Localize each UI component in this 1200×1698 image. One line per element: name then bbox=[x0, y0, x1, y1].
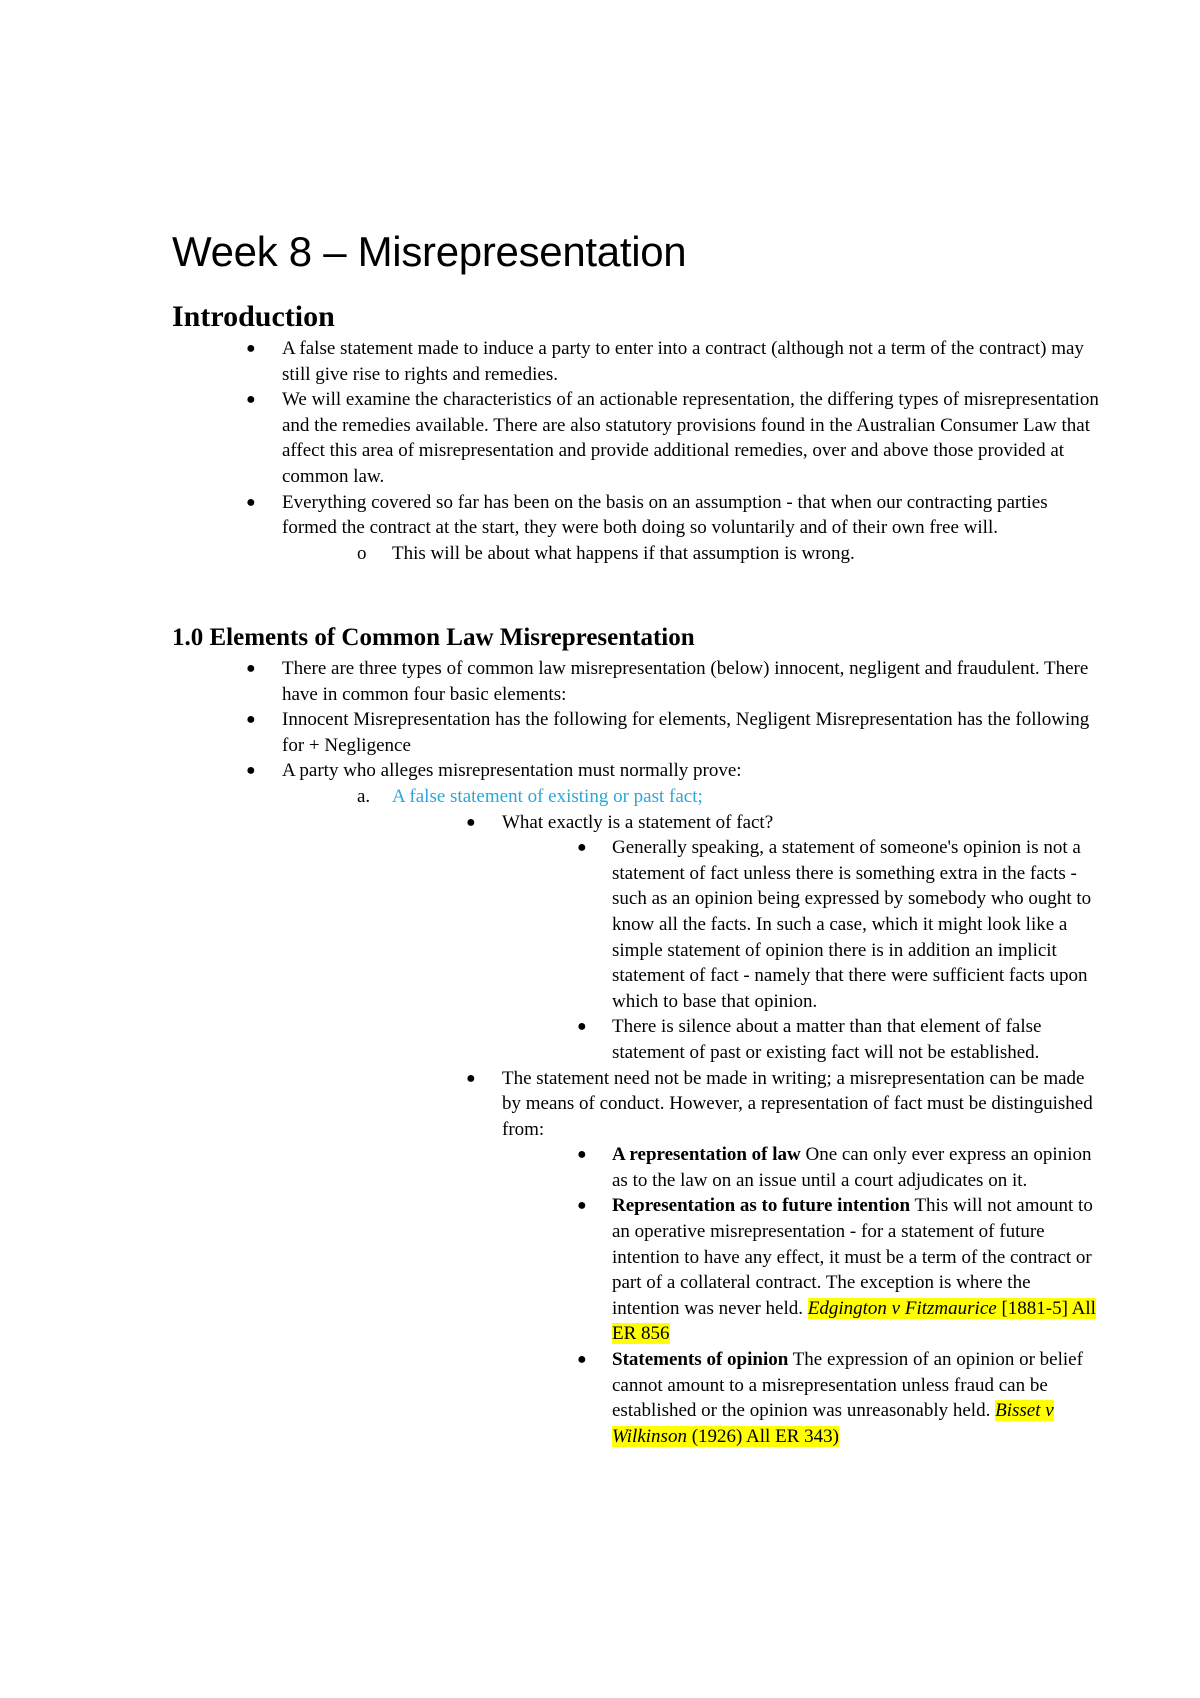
list-item-text: A false statement made to induce a party to enter into a contract (although not a term of the contract) may still give rise to rights and remedies. bbox=[282, 338, 1084, 385]
list-letter: a. bbox=[357, 785, 371, 807]
list-item bbox=[172, 1066, 1102, 1143]
list-item bbox=[172, 1347, 1102, 1449]
term-text: This will not amount to an operative misrepresentation - for a statement of future intention to have any effect, it must be a term of the contract or part of a collateral contract. The exception is where the intention was never held. bbox=[612, 1195, 1093, 1319]
bullet-icon: ● bbox=[577, 1197, 587, 1215]
list-item-text: A false statement of existing or past fact; bbox=[392, 785, 703, 807]
list-item bbox=[172, 490, 1102, 541]
list-item-text: The statement need not be made in writing; a misrepresentation can be made by means of conduct. However, a representation of fact must be distinguished from: bbox=[502, 1067, 1093, 1140]
sub-list-item bbox=[172, 541, 1102, 567]
lettered-item bbox=[172, 784, 1102, 810]
bullet-icon: ● bbox=[246, 493, 256, 511]
list-item bbox=[172, 336, 1102, 387]
list-item-text: What exactly is a statement of fact? bbox=[502, 811, 774, 833]
bullet-icon: ● bbox=[246, 762, 256, 780]
bullet-icon: ● bbox=[246, 660, 256, 677]
introduction-list bbox=[172, 336, 1102, 566]
sub-bullet-marker: o bbox=[357, 542, 367, 564]
list-item-text: This will be about what happens if that assumption is wrong. bbox=[392, 542, 855, 564]
list-item-text: Everything covered so far has been on the basis on an assumption - that when our contracting parties formed the contract at the start, they were both doing so voluntarily and of their own free will. bbox=[282, 491, 1048, 539]
list-item bbox=[172, 656, 1102, 707]
case-cite: (1926) All ER 343) bbox=[686, 1425, 839, 1447]
list-item-text bbox=[612, 1347, 1102, 1449]
list-item-text: A party who alleges misrepresentation must normally prove: bbox=[282, 760, 742, 782]
case-name: Bisset v Wilkinson bbox=[612, 1400, 1054, 1447]
term-label: Representation as to future intention bbox=[612, 1195, 911, 1217]
case-name: Edgington v Fitzmaurice bbox=[807, 1297, 997, 1319]
list-item-text: There are three types of common law misrepresentation (below) innocent, negligent and fraudulent. There have in common four basic elements: bbox=[282, 658, 1089, 705]
term-text: One can only ever express an opinion as to the law on an issue until a court adjudicates on it. bbox=[612, 1144, 1092, 1191]
bullet-icon: ● bbox=[577, 839, 587, 857]
bullet-icon: ● bbox=[577, 1018, 587, 1036]
page-title: Week 8 – Misrepresentation bbox=[172, 228, 687, 275]
list-item bbox=[172, 835, 1102, 1014]
list-item-text bbox=[612, 1142, 1102, 1193]
term-text: The expression of an opinion or belief cannot amount to a misrepresentation unless fraud can be established or the opinion was unreasonably held. bbox=[612, 1349, 1083, 1422]
list-item bbox=[172, 1014, 1102, 1065]
bullet-icon: ● bbox=[577, 1146, 587, 1164]
list-item bbox=[172, 810, 1102, 836]
list-item-text: There is silence about a matter than that element of false statement of past or existing fact will not be established. bbox=[612, 1016, 1042, 1063]
list-item-text: We will examine the characteristics of an actionable representation, the differing types of misrepresentation and the remedies available. There are also statutory provisions found in the Australian Consumer Law that affect this area of misrepresentation and provide additional remedies, over and above those provided at common law. bbox=[282, 389, 1099, 487]
bullet-icon: ● bbox=[246, 391, 256, 409]
list-item-text bbox=[612, 1193, 1102, 1347]
term-label: Statements of opinion bbox=[612, 1349, 789, 1371]
bullet-icon: ● bbox=[466, 813, 476, 831]
elements-list bbox=[172, 656, 1102, 1449]
list-item bbox=[172, 758, 1102, 784]
bullet-icon: ● bbox=[246, 340, 256, 357]
list-item bbox=[172, 1193, 1102, 1347]
list-item-text: Generally speaking, a statement of someone's opinion is not a statement of fact unless there is something extra in the facts - such as an opinion being expressed by somebody who ought to know all the facts. In such a case, which it might look like a simple statement of opinion there is in addition an implicit statement of fact - namely that there were sufficient facts upon which to base that opinion. bbox=[612, 837, 1092, 1012]
case-cite: [1881-5] All ER 856 bbox=[612, 1297, 1096, 1345]
bullet-icon: ● bbox=[246, 711, 256, 729]
list-item bbox=[172, 387, 1102, 489]
introduction-heading: Introduction bbox=[172, 300, 335, 333]
bullet-icon: ● bbox=[466, 1069, 476, 1087]
list-item bbox=[172, 1142, 1102, 1193]
bullet-icon: ● bbox=[577, 1351, 587, 1369]
term-label: A representation of law bbox=[612, 1144, 801, 1166]
list-item-text: Innocent Misrepresentation has the following for elements, Negligent Misrepresentation has the following for + Negligence bbox=[282, 709, 1090, 756]
list-item bbox=[172, 707, 1102, 758]
section-heading: 1.0 Elements of Common Law Misrepresentation bbox=[172, 624, 695, 651]
